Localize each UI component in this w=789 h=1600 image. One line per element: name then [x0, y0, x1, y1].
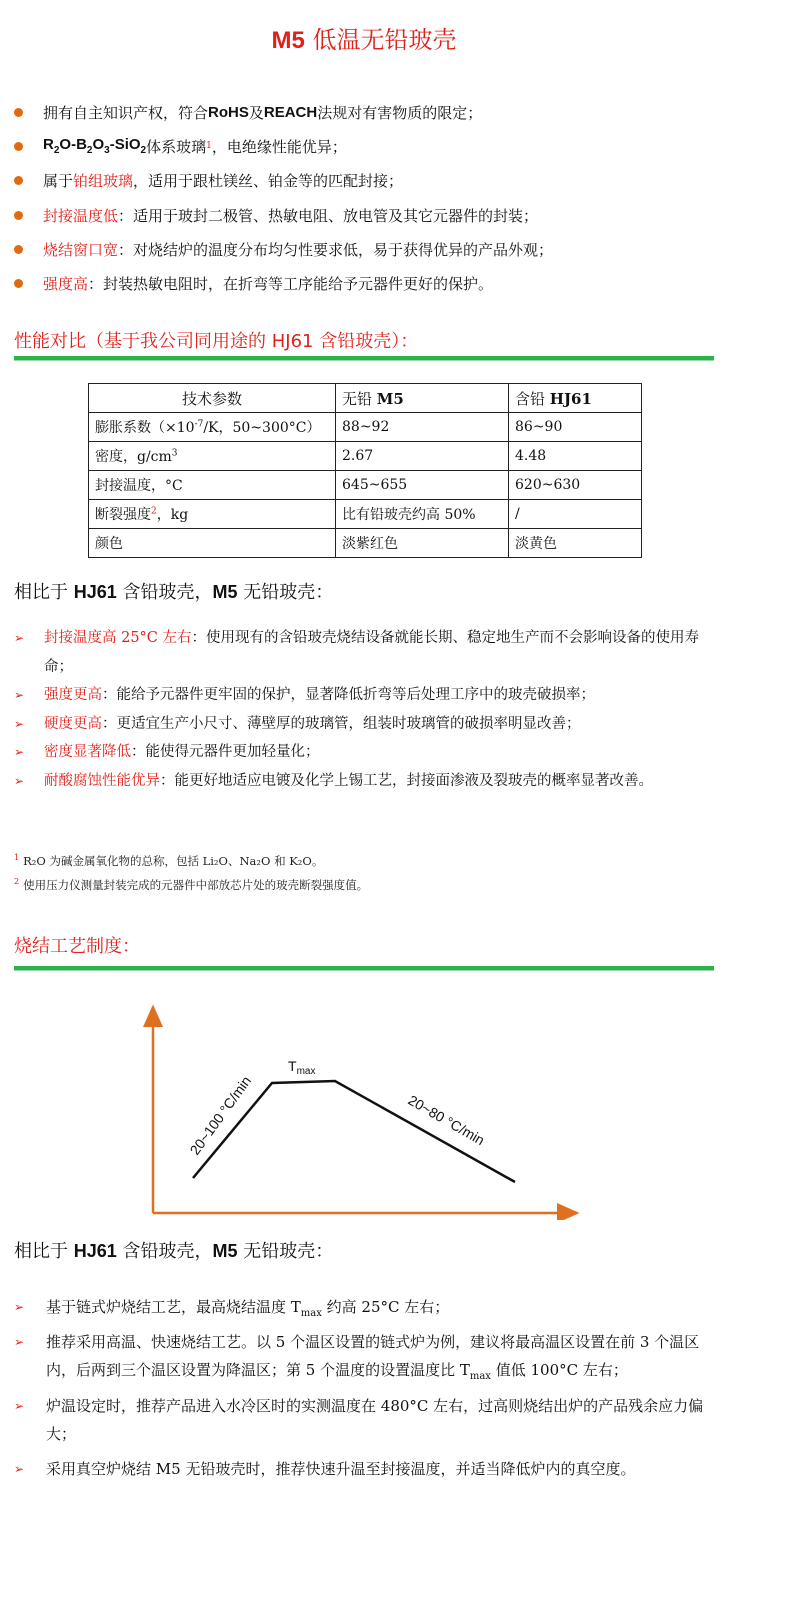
section-heading-sintering: 烧结工艺制度： — [14, 936, 140, 957]
cell-hj61: / — [509, 500, 642, 529]
page-title: M5 低温无铅玻壳 — [271, 26, 457, 54]
arrow-bullet-icon: ➢ — [14, 1398, 25, 1413]
cell-hj61: 淡黄色 — [509, 529, 642, 558]
table-row — [89, 529, 642, 558]
arrow-bullet-icon: ➢ — [14, 1335, 25, 1350]
arrow-bullet-icon: ➢ — [14, 716, 25, 731]
cell-hj61: 4.48 — [509, 442, 642, 471]
bullet-dot-icon — [14, 279, 23, 288]
arrow-bullet-icon: ➢ — [14, 1462, 25, 1477]
cell-param: 膨胀系数（$\times 10^{-7}/K$，50~300°C） — [89, 413, 336, 442]
arrow-bullet-icon: ➢ — [14, 773, 25, 788]
cell-hj61: 620~630 — [509, 471, 642, 500]
spec-table — [88, 383, 642, 558]
feature-item: 拥有自主知识产权，符合 RoHS 及 REACH 法规对有害物质的限定； — [14, 95, 734, 129]
feature-item: 封接温度低 ：适用于玻封二极管、热敏电阻、放电管及其它元器件的封装； — [14, 198, 734, 232]
cell-m5: 645~655 — [336, 471, 509, 500]
table-row — [89, 442, 642, 471]
bullet-dot-icon — [14, 108, 23, 117]
arrow-bullet-icon: ➢ — [14, 745, 25, 759]
advantage-list — [14, 624, 724, 795]
list-item: ➢ 推荐采用高温、快速烧结工艺。以 5 个温区设置的链式炉为例，建议将最高温区设置在前 3 个温区内，后两到三个温区设置为降温区；第 5 个温度的设置温度比 $T_{max}$ 值低 100°C 左右； — [14, 1328, 714, 1391]
section-divider — [14, 356, 714, 361]
cell-m5: 88~92 — [336, 413, 509, 442]
bullet-dot-icon — [14, 176, 23, 185]
tmax-label: $T_{max}$ — [288, 1058, 316, 1077]
cell-hj61: 86~90 — [509, 413, 642, 442]
compare-heading-1: 相比于 HJ61 含铅玻壳，M5 无铅玻壳： — [14, 582, 334, 603]
list-item: ➢ 密度显著降低：能使得元器件更加轻量化； — [14, 738, 724, 767]
footnote-2: $^2$ 使用压力仪测量封装完成的元器件中部放芯片处的玻壳断裂强度值。 — [14, 876, 369, 892]
cell-param: 封接温度，°C — [89, 471, 336, 500]
cell-m5: 淡紫红色 — [336, 529, 509, 558]
process-list — [14, 1293, 714, 1490]
section-heading-comparison: 性能对比（基于我公司同用途的 HJ61 含铅玻壳）： — [14, 331, 419, 352]
list-item: ➢ 强度更高：能给予元器件更牢固的保护，显著降低折弯等后处理工序中的玻壳破损率； — [14, 681, 724, 710]
feature-item: $R_2O-B_2O_3-SiO_2$ 体系玻璃 1 ，电绝缘性能优异； — [14, 129, 734, 163]
table-row — [89, 471, 642, 500]
list-item: ➢ 耐酸腐蚀性能优异：能更好地适应电镀及化学上锡工艺，封接面渗液及裂玻壳的概率显著改善。 — [14, 767, 724, 796]
table-header-row — [89, 384, 642, 413]
feature-list — [14, 95, 734, 301]
bullet-dot-icon — [14, 245, 23, 254]
ramp-up-label: 20~100 °C/min — [186, 1072, 255, 1158]
section-divider — [14, 966, 714, 971]
arrow-bullet-icon: ➢ — [14, 1300, 25, 1314]
compare-heading-2: 相比于 HJ61 含铅玻壳，M5 无铅玻壳： — [14, 1241, 334, 1262]
bullet-dot-icon — [14, 211, 23, 220]
sintering-profile-diagram — [140, 995, 590, 1220]
feature-item: 属于 铂组玻璃 ，适用于跟杜镁丝、铂金等的匹配封接； — [14, 164, 734, 198]
cell-param: 颜色 — [89, 529, 336, 558]
header-param: 技术参数 — [89, 384, 336, 413]
list-item: ➢ 基于链式炉烧结工艺，最高烧结温度 $T_{max}$ 约高 25°C 左右； — [14, 1293, 714, 1328]
header-hj61: 含铅 HJ61 — [509, 384, 642, 413]
table-row — [89, 500, 642, 529]
arrow-bullet-icon: ➢ — [14, 688, 25, 702]
list-item: ➢ 封接温度高 25°C 左右：使用现有的含铅玻壳烧结设备就能长期、稳定地生产而不会影响设备的使用寿命； — [14, 624, 724, 681]
cell-m5: 2.67 — [336, 442, 509, 471]
feature-item: 强度高 ：封装热敏电阻时，在折弯等工序能给予元器件更好的保护。 — [14, 266, 734, 300]
footnote-1: $^1$ R₂O 为碱金属氧化物的总称，包括 Li₂O、Na₂O 和 K₂O。 — [14, 853, 324, 868]
cell-m5: 比有铅玻壳约高 50% — [336, 500, 509, 529]
cell-param: 密度，$g/cm^3$ — [89, 442, 336, 471]
cell-param: 断裂强度$^2$，kg — [89, 500, 336, 529]
list-item: ➢ 采用真空炉烧结 M5 无铅玻壳时，推荐快速升温至封接温度，并适当降低炉内的真空度。 — [14, 1455, 714, 1490]
bullet-dot-icon — [14, 142, 23, 151]
arrow-bullet-icon: ➢ — [14, 631, 25, 645]
feature-item: 烧结窗口宽 ：对烧结炉的温度分布均匀性要求低，易于获得优异的产品外观； — [14, 232, 734, 266]
list-item: ➢ 炉温设定时，推荐产品进入水冷区时的实测温度在 480°C 左右，过高则烧结出炉的产品残余应力偏大； — [14, 1392, 714, 1455]
ramp-down-label: 20~80 °C/min — [405, 1091, 488, 1149]
header-m5: 无铅 M5 — [336, 384, 509, 413]
list-item: ➢ 硬度更高：更适宜生产小尺寸、薄壁厚的玻璃管，组装时玻璃管的破损率明显改善； — [14, 710, 724, 739]
table-row — [89, 413, 642, 442]
footnotes — [14, 845, 368, 893]
